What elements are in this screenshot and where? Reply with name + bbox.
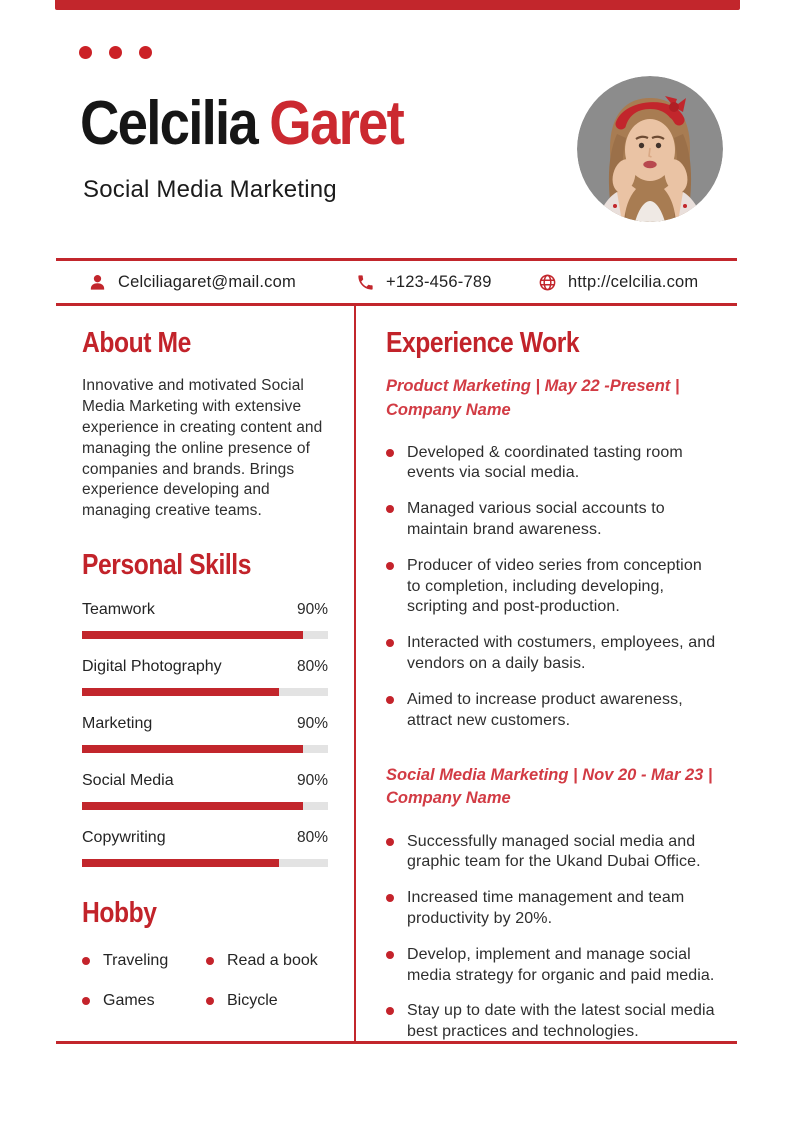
skill-percentage: 90% [296,601,328,619]
skill-bar-track [82,802,328,810]
job-title-line: Social Media Marketing | Nov 20 - Mar 23 | [386,766,713,785]
bullet-dot-icon [386,449,394,457]
job-bullet-list [386,443,716,732]
person-icon [88,273,107,292]
contact-website[interactable] [538,261,698,303]
job-title-line: Product Marketing | May 22 -Present | [386,377,680,396]
contact-email[interactable] [88,261,296,303]
avatar [577,76,723,222]
hobby-item [82,992,206,1010]
right-column [386,302,716,1058]
bullet-text: Producer of video series from conception to completion, including developing, scripting and post-production. [407,556,702,616]
skill-row [82,715,328,753]
skill-bar-track [82,631,328,639]
skill-row [82,601,328,639]
dot-icon [109,46,122,59]
skill-row [82,658,328,696]
website-text: http://celcilia.com [568,272,699,291]
skill-bar-track [82,688,328,696]
hobby-label: Bicycle [227,991,278,1009]
experience-heading: Experience Work [386,327,580,359]
job-company: Company Name [386,400,511,419]
hobby-heading: Hobby [82,897,157,930]
skill-bar-track [82,745,328,753]
skill-label: Digital Photography [82,658,222,676]
bullet-text: Interacted with costumers, employees, and vendors on a daily basis. [407,634,716,672]
skill-percentage: 80% [296,829,328,847]
email-text: Celciliagaret@mail.com [118,272,296,291]
dot-icon [139,46,152,59]
about-text: Innovative and motivated Social Media Marketing with extensive experience in creating content and managing the online presence of companies and brands. Brings experience developing and managing creative teams. [82,377,323,520]
globe-icon [538,273,557,292]
bullet-text: Increased time management and team productivity by 20%. [407,889,685,927]
job-title [386,375,716,421]
skill-bar-fill [82,859,279,867]
bullet-text: Develop, implement and manage social media strategy for organic and paid media. [407,945,715,984]
hobby-item [206,992,328,1010]
dot-icon [79,46,92,59]
phone-icon [356,273,375,292]
skill-row [82,772,328,810]
skill-bar-track [82,859,328,867]
job-company: Company Name [386,789,511,808]
page-title [80,88,447,159]
job-bullet [386,499,716,541]
skill-bar-fill [82,631,303,639]
skill-label: Social Media [82,772,174,790]
portrait-illustration [577,76,723,222]
bullet-dot-icon [386,1007,394,1015]
bullet-dot-icon [386,696,394,704]
hobby-list [82,952,328,1010]
bullet-dot-icon [386,894,394,902]
skill-percentage: 90% [296,715,328,733]
skill-row [82,829,328,867]
skill-label: Marketing [82,715,153,733]
bullet-dot-icon [386,505,394,513]
skill-percentage: 90% [296,772,328,790]
name-first: Celcilia [80,89,257,158]
bullet-dot-icon [386,838,394,846]
hobby-item [82,952,206,970]
job-subtitle: Social Media Marketing [83,176,337,203]
bullet-dot-icon [82,997,90,1005]
bullet-text: Developed & coordinated tasting room events via social media. [407,443,683,482]
bullet-dot-icon [386,639,394,647]
top-accent-bar [55,0,740,10]
bullet-dot-icon [82,957,90,965]
job-title [386,764,716,810]
skill-label: Teamwork [82,601,155,619]
job-bullet [386,633,716,675]
job-bullet [386,1001,716,1043]
bullet-text: Successfully managed social media and graphic team for the Ukand Dubai Office. [407,832,701,871]
contact-phone[interactable] [356,261,492,303]
skill-bar-fill [82,802,303,810]
hobby-label: Games [103,991,155,1009]
job-bullet [386,556,716,618]
skill-bar-fill [82,745,303,753]
column-divider [354,303,356,1041]
bullet-text: Managed various social accounts to maintain brand awareness. [407,500,665,539]
left-column [82,302,328,1010]
job-bullet [386,690,716,732]
skill-percentage: 80% [296,658,328,676]
job-bullet [386,832,716,874]
name-last: Garet [269,89,404,158]
job-bullet [386,945,716,987]
bullet-text: Aimed to increase product awareness, attract new customers. [407,690,683,729]
bullet-dot-icon [206,997,214,1005]
bullet-text: Stay up to date with the latest social media best practices and technologies. [407,1002,715,1041]
skill-bar-fill [82,688,279,696]
job-bullet-list [386,832,716,1043]
hobby-label: Traveling [103,951,169,969]
bullet-dot-icon [386,562,394,570]
job-bullet [386,443,716,485]
decorative-dots [79,46,152,59]
bullet-dot-icon [206,957,214,965]
hobby-item [206,952,328,970]
phone-text: +123-456-789 [386,272,492,291]
hobby-label: Read a book [227,951,318,969]
about-heading: About Me [82,327,191,359]
contact-bar [56,258,737,306]
skill-label: Copywriting [82,829,166,847]
job-bullet [386,888,716,930]
bullet-dot-icon [386,951,394,959]
skills-heading: Personal Skills [82,548,252,581]
